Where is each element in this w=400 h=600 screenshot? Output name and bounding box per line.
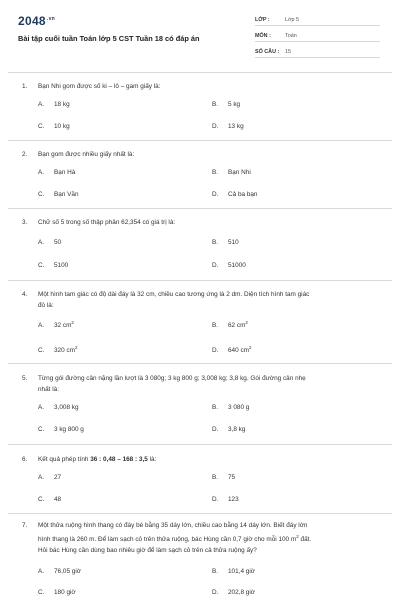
option-label: B.: [212, 404, 219, 411]
option-text: 510: [228, 239, 239, 246]
option-label: C.: [38, 347, 45, 355]
option-c[interactable]: [38, 123, 70, 130]
option-label: B.: [212, 322, 219, 330]
option-text: 13 kg: [228, 123, 244, 130]
divider: [8, 140, 392, 141]
option-text: 123: [228, 496, 239, 503]
option-text: Bạn Hà: [54, 169, 76, 176]
option-text: 3,008 kg: [54, 404, 79, 411]
option-label: A.: [38, 404, 45, 411]
question-text-line: Hỏi bác Hùng cần dùng bao nhiêu giờ để làm sạch cỏ trên cả thửa ruộng ấy?: [38, 547, 257, 555]
option-text: 640 cm: [228, 347, 249, 355]
option-text: 48: [54, 496, 62, 503]
question-text-line: Một thửa ruộng hình thang có đáy bé bằng 35 dáy lớn, chiều cao bằng 14 dáy lớn. Biết đáy lớn: [38, 522, 308, 529]
option-text: Bạn Văn: [54, 191, 79, 198]
option-superscript: 2: [74, 345, 78, 350]
option-text: 3 kg 800 g: [54, 426, 84, 433]
option-text: 101,4 giờ: [228, 568, 255, 575]
option-text: 51000: [228, 262, 246, 269]
option-label: B.: [212, 568, 219, 575]
option-label: D.: [212, 123, 219, 130]
option-text: 3,8 kg: [228, 426, 246, 433]
option-text: 3 080 g: [228, 404, 250, 411]
option-d[interactable]: [212, 123, 244, 130]
option-label: A.: [38, 474, 45, 481]
question-text-line: đó là:: [38, 302, 54, 309]
option-label: C.: [38, 589, 45, 596]
option-a[interactable]: [38, 320, 74, 329]
divider: [8, 72, 392, 73]
question-text-line: Một hình tam giác có độ dài đáy là 32 cm, chiều cao tương ứng là 2 dm. Diện tích hình tam giác: [38, 291, 310, 298]
meta-key: MÔN :: [255, 33, 271, 39]
option-text: 202,8 giờ: [228, 589, 255, 596]
option-text: 27: [54, 474, 62, 481]
question-text: Bạn Nhi gom được số ki – lô – gam giấy là:: [38, 83, 161, 90]
option-a[interactable]: [38, 404, 79, 411]
option-c[interactable]: [38, 191, 79, 198]
option-label: C.: [38, 123, 45, 130]
page-title: Bài tập cuối tuần Toán lớp 5 CST Tuần 18 có đáp án: [18, 34, 200, 43]
option-label: D.: [212, 589, 219, 596]
question-number: 4.: [22, 291, 28, 298]
document-header: [0, 0, 400, 70]
option-label: D.: [212, 426, 219, 433]
option-label: C.: [38, 426, 45, 433]
option-d[interactable]: [212, 426, 245, 433]
option-c[interactable]: [38, 589, 76, 596]
question-number: 3.: [22, 219, 28, 226]
option-label: D.: [212, 496, 219, 503]
option-label: A.: [38, 568, 45, 575]
option-text: 180 giờ: [54, 589, 76, 596]
option-label: D.: [212, 191, 219, 198]
option-text: 5 kg: [228, 101, 241, 108]
option-b[interactable]: [212, 169, 251, 176]
option-c[interactable]: [38, 426, 84, 433]
option-text: Bạn Nhi: [228, 169, 251, 176]
option-label: B.: [212, 474, 219, 481]
option-label: D.: [212, 262, 219, 269]
question-text: [38, 454, 384, 465]
option-a[interactable]: [38, 568, 81, 575]
question-text-part: là:: [147, 456, 157, 463]
option-superscript: 2: [245, 320, 248, 325]
question-number: 6.: [22, 456, 28, 463]
option-text: 75: [228, 474, 236, 481]
question-number: 7.: [22, 522, 28, 529]
option-a[interactable]: [38, 169, 75, 176]
option-c[interactable]: [38, 262, 68, 269]
option-text: 62 cm: [228, 322, 246, 330]
option-a[interactable]: [38, 474, 61, 481]
option-text: 5100: [54, 262, 69, 269]
option-c[interactable]: [38, 345, 77, 354]
option-label: A.: [38, 322, 45, 330]
divider: [8, 280, 392, 281]
question-text: [38, 373, 384, 395]
option-d[interactable]: [212, 589, 255, 596]
option-text: 320 cm: [54, 347, 75, 355]
option-superscript: 2: [248, 345, 252, 350]
question-text-part: Kết quả phép tính: [38, 456, 91, 463]
option-a[interactable]: [38, 239, 61, 246]
option-label: B.: [212, 239, 219, 246]
logo-suffix: .vn: [46, 16, 56, 22]
option-superscript: 2: [71, 320, 74, 325]
option-label: C.: [38, 496, 45, 503]
option-b[interactable]: [212, 320, 248, 329]
site-logo[interactable]: [18, 14, 55, 28]
meta-value: 15: [285, 49, 291, 55]
option-d[interactable]: [212, 345, 251, 354]
meta-value: Lớp 5: [285, 17, 300, 23]
option-b[interactable]: [212, 101, 240, 108]
divider: [8, 513, 392, 514]
meta-question-count: [255, 46, 380, 58]
option-d[interactable]: [212, 262, 246, 269]
question-text: [38, 289, 384, 311]
meta-value: Toán: [285, 33, 297, 39]
meta-key: LỚP :: [255, 17, 270, 23]
option-text: 76,05 giờ: [54, 568, 81, 575]
divider: [8, 444, 392, 445]
question-text: Chữ số 5 trong số thập phân 62,354 có giá trị là:: [38, 219, 176, 226]
option-label: A.: [38, 239, 45, 246]
question-text: [38, 520, 384, 556]
option-b[interactable]: [212, 568, 255, 575]
question-text-part: đất.: [298, 536, 312, 544]
question-number: 1.: [22, 83, 28, 90]
option-d[interactable]: [212, 191, 258, 198]
question-text-line: Từng gói đường cân nặng lần lượt là 3 080g; 3 kg 800 g; 3,008 kg; 3,8 kg. Gói đường cân nhẹ: [38, 375, 306, 382]
option-label: B.: [212, 169, 219, 176]
option-b[interactable]: [212, 404, 249, 411]
option-label: C.: [38, 262, 45, 269]
option-label: D.: [212, 347, 219, 355]
option-text: 18 kg: [54, 101, 70, 108]
option-text: Cả ba bạn: [228, 191, 258, 198]
option-c[interactable]: [38, 496, 61, 503]
meta-subject: [255, 30, 380, 42]
option-text: 32 cm: [54, 322, 72, 330]
superscript: 2: [296, 534, 299, 539]
meta-key: SỐ CÂU :: [255, 49, 280, 55]
option-text: 50: [54, 239, 62, 246]
option-b[interactable]: [212, 474, 235, 481]
option-a[interactable]: [38, 101, 70, 108]
divider: [8, 363, 392, 364]
question-text: Bạn gom được nhiều giấy nhất là:: [38, 151, 135, 158]
logo-text: 2048: [18, 14, 46, 28]
question-number: 5.: [22, 375, 28, 382]
question-text-line: hình thang là 260 m. Để làm sạch cỏ trên thửa ruộng, bác Hùng cần 0,7 giờ cho mỗi 100 m: [38, 536, 297, 544]
option-label: A.: [38, 101, 45, 108]
option-text: 10 kg: [54, 123, 70, 130]
option-b[interactable]: [212, 239, 239, 246]
question-text-line: nhất là:: [38, 386, 59, 393]
question-number: 2.: [22, 151, 28, 158]
question-expression: 36 : 0,48 – 168 : 3,5: [90, 456, 148, 463]
option-label: C.: [38, 191, 45, 198]
option-d[interactable]: [212, 496, 239, 503]
option-label: B.: [212, 101, 219, 108]
option-label: A.: [38, 169, 45, 176]
meta-class: [255, 14, 380, 26]
divider: [8, 208, 392, 209]
